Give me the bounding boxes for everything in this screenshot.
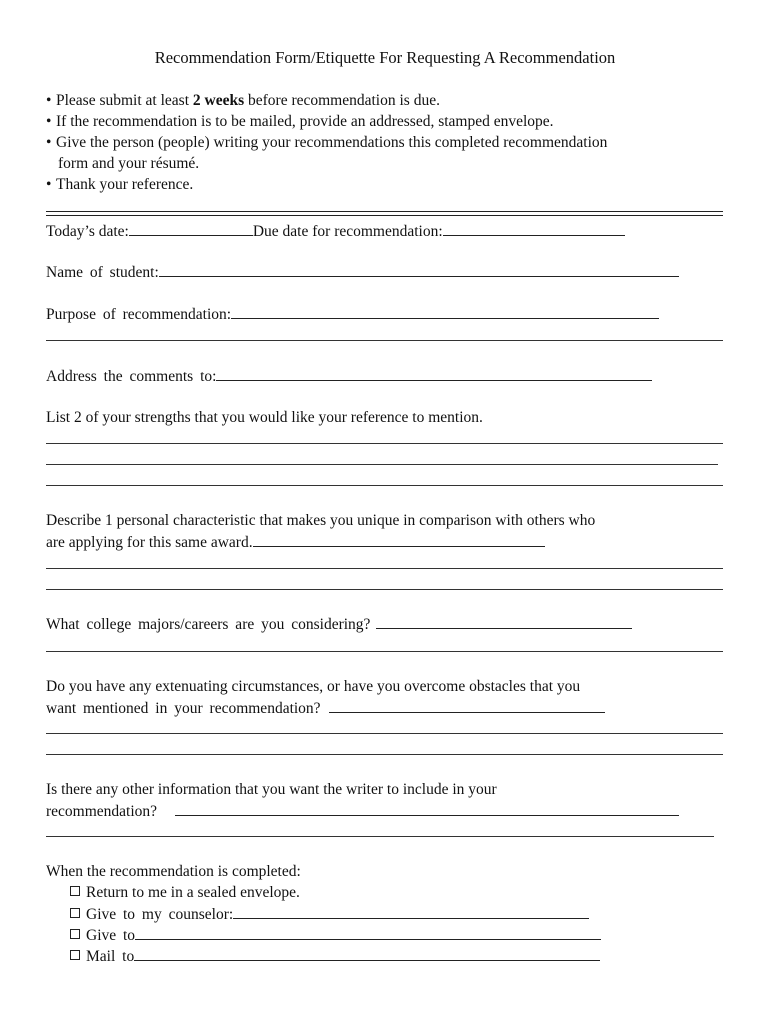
circumstances-line[interactable] [46, 754, 723, 755]
bullet-icon: • [46, 92, 52, 109]
circumstances-label: Do you have any extenuating circumstances, or have you overcome obstacles that you [46, 678, 581, 695]
address-field[interactable] [216, 366, 652, 381]
completion-heading: When the recommendation is completed: [46, 863, 301, 880]
circumstances-row [46, 698, 605, 719]
due-date-label: Due date for recommendation: [252, 223, 443, 240]
describe-label: Describe 1 personal characteristic that makes you unique in comparison with others who [46, 512, 596, 529]
purpose-label: Purpose of recommendation: [46, 306, 232, 323]
describe-row [46, 532, 545, 553]
majors-line[interactable] [46, 651, 723, 652]
bullet-icon: • [46, 176, 52, 193]
address-row [46, 366, 652, 387]
address-label: Address the comments to: [46, 368, 217, 385]
strengths-line[interactable] [46, 443, 723, 444]
other-info-label: Is there any other information that you want the writer to include in your [46, 781, 497, 798]
bullet-thank: • Thank your reference. [46, 176, 194, 193]
other-info-field[interactable] [175, 801, 679, 816]
other-info-label-cont: recommendation? [46, 803, 158, 820]
checkbox-icon[interactable] [70, 908, 80, 918]
option-mail-to[interactable]: Mail to [70, 946, 600, 967]
page-title: Recommendation Form/Etiquette For Requesting A Recommendation [154, 48, 616, 67]
strengths-line[interactable] [46, 464, 718, 465]
purpose-line[interactable] [46, 340, 723, 341]
bullet-mailed: • If the recommendation is to be mailed, provide an addressed, stamped envelope. [46, 113, 554, 130]
todays-date-field[interactable] [129, 221, 253, 236]
bullet-give-person-cont: form and your résumé. [58, 155, 200, 172]
divider-rule [46, 215, 723, 216]
circumstances-field[interactable] [329, 698, 605, 713]
other-info-row [46, 801, 679, 822]
student-name-label: Name of student: [46, 264, 159, 281]
due-date-field[interactable] [443, 221, 625, 236]
describe-line[interactable] [46, 589, 723, 590]
strengths-label: List 2 of your strengths that you would like your reference to mention. [46, 409, 483, 426]
option-counselor[interactable]: Give to my counselor: [70, 904, 589, 925]
bullet-submit: • Please submit at least 2 weeks before recommendation is due. [46, 92, 440, 109]
checkbox-icon[interactable] [70, 886, 80, 896]
counselor-field[interactable] [233, 904, 589, 919]
describe-label-cont: are applying for this same award. [46, 534, 253, 551]
describe-field[interactable] [253, 532, 545, 547]
other-info-line[interactable] [46, 836, 714, 837]
two-weeks-emphasis: 2 weeks [192, 92, 245, 109]
majors-row [46, 614, 632, 635]
student-name-field[interactable] [159, 262, 679, 277]
divider-rule [46, 211, 723, 212]
bullet-icon: • [46, 113, 52, 130]
bullet-give-person: • Give the person (people) writing your recommendations this completed recommendation [46, 134, 608, 151]
majors-label: What college majors/careers are you considering? [46, 616, 371, 633]
checkbox-icon[interactable] [70, 950, 80, 960]
option-sealed-envelope[interactable]: Return to me in a sealed envelope. [70, 883, 300, 903]
strengths-line[interactable] [46, 485, 723, 486]
purpose-row [46, 304, 659, 325]
option-give-to[interactable]: Give to [70, 925, 601, 946]
name-row [46, 262, 679, 283]
bullet-icon: • [46, 134, 52, 151]
dates-row [46, 221, 625, 242]
checkbox-icon[interactable] [70, 929, 80, 939]
circumstances-label-cont: want mentioned in your recommendation? [46, 700, 321, 717]
give-to-field[interactable] [135, 925, 601, 940]
mail-to-field[interactable] [134, 946, 600, 961]
purpose-field[interactable] [231, 304, 659, 319]
circumstances-line[interactable] [46, 733, 723, 734]
majors-field[interactable] [376, 614, 632, 629]
todays-date-label: Today’s date: [46, 223, 129, 240]
describe-line[interactable] [46, 568, 723, 569]
